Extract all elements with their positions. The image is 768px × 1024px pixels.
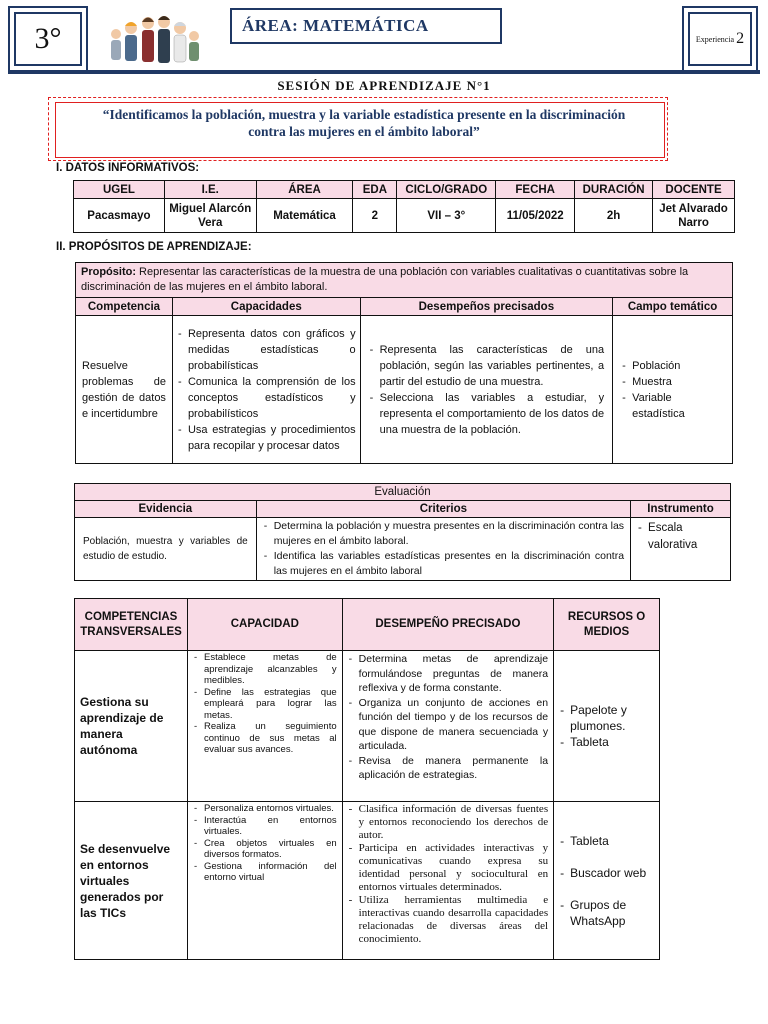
trans-competencia-1: Gestiona su aprendizaje de manera autónoma xyxy=(75,651,188,802)
session-title: SESIÓN DE APRENDIZAJE N°1 xyxy=(277,78,491,93)
trans-recurso-item: - Grupos de WhatsApp xyxy=(559,897,654,929)
experience-label xyxy=(688,12,752,66)
datos-header-duracion: DURACIÓN xyxy=(575,181,653,199)
eval-instrumento xyxy=(631,518,731,581)
section-datos-title: I. DATOS INFORMATIVOS: xyxy=(56,162,200,174)
prop-header-competencia: Competencia xyxy=(76,298,173,316)
trans-desempeno-item: - Clasifica información de diversas fuentes y entornos reconociendo los derechos de autor. xyxy=(348,803,548,842)
trans-recurso-item: - Tableta xyxy=(559,734,654,750)
trans-desempeno-item: - Organiza un conjunto de acciones en función del tiempo y de los recursos de que dispone de manera secuenciada y articulada. xyxy=(348,696,548,754)
eval-header-criterios: Criterios xyxy=(256,501,630,518)
prop-campo-item: - Variable estadística xyxy=(621,390,726,422)
prop-header-campo: Campo temático xyxy=(613,298,733,316)
trans-desempeno-item: - Utiliza herramientas multimedia e interactivas cuando desarrolla capacidades relacionadas de diversas áreas del conocimiento. xyxy=(348,894,548,946)
trans-header-capacidad: CAPACIDAD xyxy=(187,599,342,651)
trans-header-competencias: COMPETENCIAS TRANSVERSALES xyxy=(75,599,188,651)
prop-desempeno-item: - Selecciona las variables a estudiar, y representa el comportamiento de los datos de una muestra de la población. xyxy=(369,390,605,438)
person-icon xyxy=(189,31,199,61)
session-topic-line1: “Identificamos la población, muestra y la variable estadística presente en la discriminación xyxy=(102,107,626,122)
datos-value-eda: 2 xyxy=(353,199,397,233)
eval-header-instrumento: Instrumento xyxy=(631,501,731,518)
trans-recursos-1 xyxy=(554,651,660,802)
eval-instrumento-item: - Escala valorativa xyxy=(637,520,724,554)
prop-capacidad-item: - Usa estrategias y procedimientos para recopilar y procesar datos xyxy=(177,422,356,454)
trans-desempeno-item: - Revisa de manera permanente la aplicación de estrategias. xyxy=(348,754,548,783)
prop-campo-item: - Muestra xyxy=(621,374,726,390)
trans-desempenos-2 xyxy=(342,802,553,960)
trans-header-desempeno: DESEMPEÑO PRECISADO xyxy=(342,599,553,651)
datos-value-ugel: Pacasmayo xyxy=(74,199,165,233)
datos-header-area: ÁREA xyxy=(256,181,353,199)
trans-capacidad-item: - Establece metas de aprendizaje alcanzables y medibles. xyxy=(193,652,337,687)
datos-value-ie: Miguel Alarcón Vera xyxy=(164,199,256,233)
datos-value-ciclo: VII – 3° xyxy=(397,199,496,233)
prop-capacidad-item: - Representa datos con gráficos y medidas estadísticas o probabilísticas xyxy=(177,326,356,374)
trans-desempeno-item: - Determina metas de aprendizaje formulándose preguntas de manera reflexiva y de forma constante. xyxy=(348,652,548,696)
eval-criterio-item: - Identifica las variables estadísticas presentes en la discriminación contra las mujeres en el ámbito laboral xyxy=(263,549,624,579)
trans-desempenos-1 xyxy=(342,651,553,802)
evaluacion-table xyxy=(74,483,731,581)
grade-box xyxy=(8,6,88,72)
area-title: ÁREA: MATEMÁTICA xyxy=(230,8,502,44)
trans-recursos-2 xyxy=(554,802,660,960)
proposito-cell xyxy=(76,263,733,298)
trans-recurso-item: - Tableta xyxy=(559,833,654,849)
session-topic xyxy=(58,106,670,140)
datos-header-eda: EDA xyxy=(353,181,397,199)
trans-header-recursos: RECURSOS O MEDIOS xyxy=(554,599,660,651)
person-icon xyxy=(125,22,137,61)
experience-number: 2 xyxy=(736,30,745,47)
eval-criterio-item: - Determina la población y muestra presentes en la discriminación contra las mujeres en el ámbito laboral. xyxy=(263,519,624,549)
datos-header-ciclo: CICLO/GRADO xyxy=(397,181,496,199)
trans-desempeno-item: - Participa en actividades interactivas y comunicativas cuando expresa su identidad personal y sociocultural en entornos virtuales determinados. xyxy=(348,842,548,894)
datos-value-fecha: 11/05/2022 xyxy=(496,199,575,233)
section-propositos-title: II. PROPÓSITOS DE APRENDIZAJE: xyxy=(56,241,252,253)
prop-header-capacidades: Capacidades xyxy=(172,298,360,316)
prop-campo-item: - Población xyxy=(621,358,726,374)
person-icon xyxy=(111,29,121,60)
datos-header-fecha: FECHA xyxy=(496,181,575,199)
trans-capacidad-item: - Personaliza entornos virtuales. xyxy=(193,803,337,815)
trans-capacidad-item: - Realiza un seguimiento continuo de sus metas al evaluar sus avances. xyxy=(193,721,337,756)
prop-desempenos xyxy=(360,316,613,464)
trans-capacidad-item: - Crea objetos virtuales en diversos formatos. xyxy=(193,838,337,861)
trans-recurso-item: - Papelote y plumones. xyxy=(559,702,654,734)
datos-value-duracion: 2h xyxy=(575,199,653,233)
propositos-table xyxy=(75,262,733,464)
prop-desempeno-item: - Representa las características de una población, según las variables pertinentes, a partir del estudio de una muestra. xyxy=(369,342,605,390)
prop-header-desempenos: Desempeños precisados xyxy=(360,298,613,316)
datos-header-docente: DOCENTE xyxy=(653,181,735,199)
person-icon xyxy=(174,22,186,62)
datos-header-ie: I.E. xyxy=(164,181,256,199)
trans-capacidad-item: - Gestiona información del entorno virtual xyxy=(193,861,337,884)
datos-value-area: Matemática xyxy=(256,199,353,233)
transversales-table xyxy=(74,598,660,960)
eval-evidencia: Población, muestra y variables de estudio de estudio. xyxy=(75,518,257,581)
datos-value-docente: Jet Alvarado Narro xyxy=(653,199,735,233)
experience-text: Experiencia xyxy=(695,34,735,44)
eval-criterios xyxy=(256,518,630,581)
trans-capacidad-item: - Define las estrategias que empleará para lograr las metas. xyxy=(193,687,337,722)
grade-label: 3° xyxy=(14,12,82,66)
eval-header-evidencia: Evidencia xyxy=(75,501,257,518)
trans-capacidades-2 xyxy=(187,802,342,960)
prop-capacidad-item: - Comunica la comprensión de los conceptos estadísticos y probabilísticos xyxy=(177,374,356,422)
experience-box xyxy=(682,6,758,72)
header-divider xyxy=(8,70,760,74)
workers-illustration xyxy=(104,10,204,68)
prop-campo-tematico xyxy=(613,316,733,464)
proposito-text: Representar las características de la muestra de una población con variables cualitativas o cuantitativas sobre la discriminación de las mujeres en el ámbito laboral. xyxy=(81,266,689,293)
trans-competencia-2: Se desenvuelve en entornos virtuales generados por las TICs xyxy=(75,802,188,960)
person-icon xyxy=(142,17,154,62)
session-topic-line2: contra las mujeres en el ámbito laboral” xyxy=(248,124,480,139)
proposito-label: Propósito: xyxy=(81,266,136,278)
trans-recurso-item: - Buscador web xyxy=(559,865,654,881)
person-icon xyxy=(158,16,170,63)
evaluacion-title: Evaluación xyxy=(75,484,731,501)
trans-capacidades-1 xyxy=(187,651,342,802)
datos-header-ugel: UGEL xyxy=(74,181,165,199)
prop-capacidades xyxy=(172,316,360,464)
trans-capacidad-item: - Interactúa en entornos virtuales. xyxy=(193,815,337,838)
prop-competencia: Resuelve problemas de gestión de datos e incertidumbre xyxy=(76,316,173,464)
datos-table xyxy=(73,180,735,233)
